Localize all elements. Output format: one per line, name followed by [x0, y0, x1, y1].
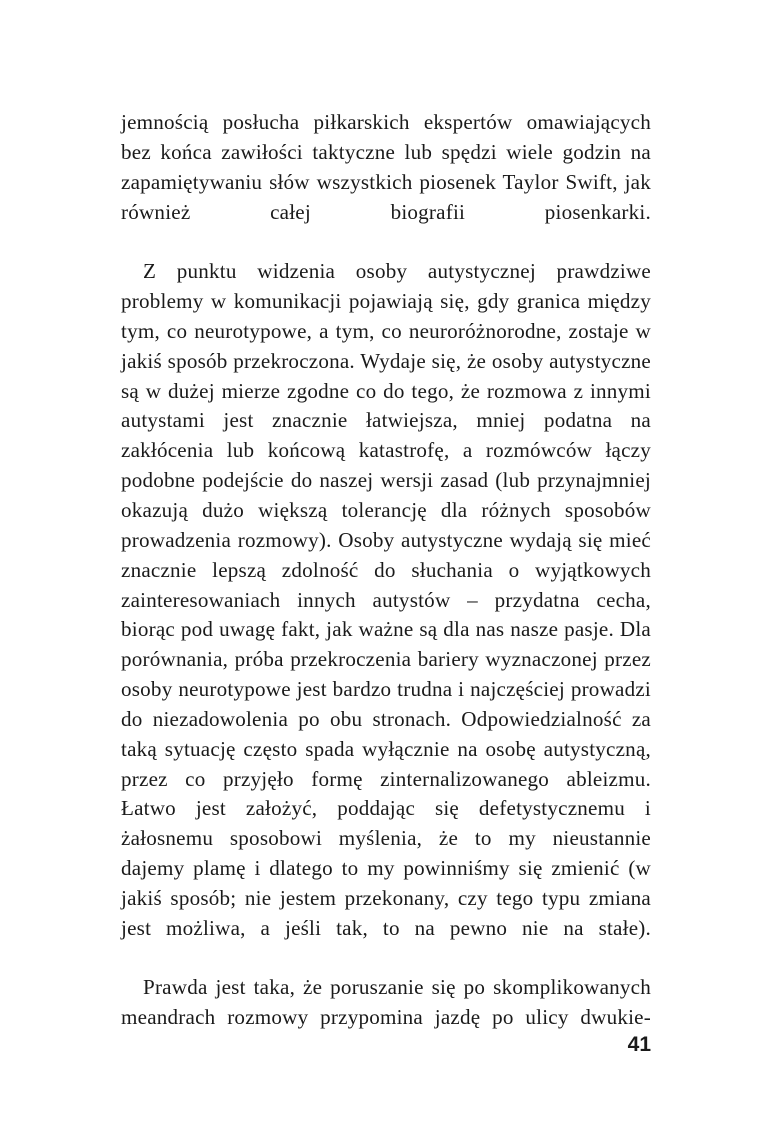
paragraph-truth-conversation: Prawda jest taka, że poruszanie się po skomplikowanych meandrach rozmowy przypomina jazdę po ulicy dwukie-	[121, 975, 651, 1030]
page-text-block	[121, 108, 651, 1063]
paragraph-continued: jemnością posłucha piłkarskich ekspertów omawiających bez końca zawiłości taktyczne lub spędzi wiele godzin na zapamiętywaniu słów wszystkich piosenek Taylor Swift, jak również całej biografii piosenkarki.	[121, 110, 651, 224]
paragraph-autistic-perspective: Z punktu widzenia osoby autystycznej prawdziwe problemy w komunikacji pojawiają się, gdy granica między tym, co neurotypowe, a tym, co neuroróżnorodne, zostaje w jakiś sposób przekroczona. Wydaje się, że osoby autystyczne są w dużej mierze zgodne co do tego, że rozmowa z innymi autystami jest znacznie łatwiejsza, mniej podatna na zakłócenia lub końcową katastrofę, a rozmówców łączy podobne podejście do naszej wersji zasad (lub przynajmniej okazują dużo większą tolerancję dla różnych sposobów prowadzenia rozmowy). Osoby autystyczne wydają się mieć znacznie lepszą zdolność do słuchania o wyjątkowych zainteresowaniach innych autystów – przydatna cecha, biorąc pod uwagę fakt, jak ważne są dla nas nasze pasje. Dla porównania, próba przekroczenia bariery wyznaczonej przez osoby neurotypowe jest bardzo trudna i najczęściej prowadzi do niezadowolenia po obu stronach. Odpowiedzialność za taką sytuację często spada wyłącznie na osobę autystyczną, przez co przyjęło formę zinternalizowanego ableizmu. Łatwo jest założyć, poddając się defetystycznemu i żałosnemu sposobowi myślenia, że to my nieustannie dajemy plamę i dlatego to my powinniśmy się zmienić (w jakiś sposób; nie jestem przekonany, czy tego typu zmiana jest możliwa, a jeśli tak, to na pewno nie na stałe).	[121, 259, 651, 940]
page-number: 41	[627, 1033, 651, 1056]
